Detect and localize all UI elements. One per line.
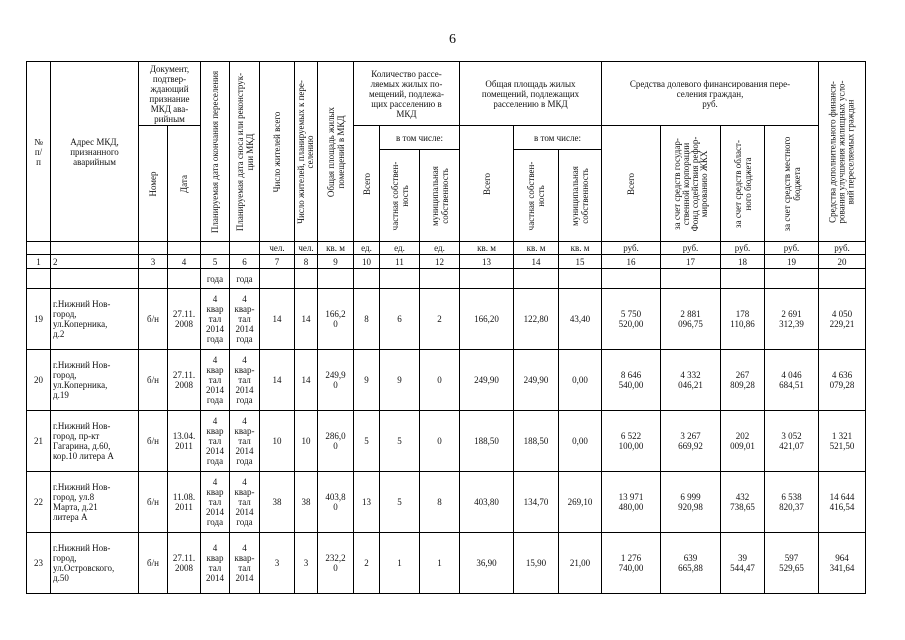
cell-col18: руб. <box>721 242 765 255</box>
cell-col8: 8 <box>295 255 318 269</box>
cell-col4: 27.11. 2008 <box>168 533 201 594</box>
cell-col15: 0,00 <box>559 411 602 472</box>
cell-col19: 4 046 684,51 <box>765 350 819 411</box>
cell-col9: 9 <box>318 255 354 269</box>
cell-col5: 5 <box>201 255 230 269</box>
header-col15-text: муниципальная собственность <box>570 165 590 226</box>
cell-col4: 4 <box>168 255 201 269</box>
cell-col6: 4 квар- тал 2014 <box>230 533 260 594</box>
cell-col9: 286,0 0 <box>318 411 354 472</box>
header-col3-text: Номер <box>148 170 158 197</box>
header-col7 <box>260 62 295 242</box>
cell-col9 <box>318 269 354 289</box>
cell-col19: 597 529,65 <box>765 533 819 594</box>
cell-col18: 18 <box>721 255 765 269</box>
cell-col7: 14 <box>260 289 295 350</box>
cell-col17: 17 <box>661 255 721 269</box>
cell-col4 <box>168 242 201 255</box>
cell-col10: 9 <box>354 350 380 411</box>
cell-col13: 403,80 <box>460 472 514 533</box>
units-row <box>27 242 866 255</box>
cell-col17: 3 267 669,92 <box>661 411 721 472</box>
header-rooms-group <box>354 62 460 126</box>
cell-col15: 43,40 <box>559 289 602 350</box>
header-document-group <box>139 62 201 126</box>
cell-col12 <box>420 269 460 289</box>
header-col19-text: за счет средств местного бюджета <box>781 136 802 231</box>
header-col12 <box>420 150 460 242</box>
header-rooms-sub-text: в том числе: <box>396 132 443 143</box>
header-col13 <box>460 126 514 242</box>
cell-col2: г.Нижний Нов- город, ул.8 Марта, д.21 литера А <box>51 472 139 533</box>
cell-col2: 2 <box>51 255 139 269</box>
header-num-text: № п/ п <box>34 136 43 167</box>
cell-col14 <box>514 269 559 289</box>
cell-col12: 0 <box>420 411 460 472</box>
cell-col18: 39 544,47 <box>721 533 765 594</box>
cell-col4: 11.08. 2011 <box>168 472 201 533</box>
cell-col1: 19 <box>27 289 51 350</box>
cell-col2: г.Нижний Нов- город, ул.Коперника, д.19 <box>51 350 139 411</box>
header-rooms-text: Количество рассе- ляемых жилых по- мещений, подлежа- щих расселению в МКД <box>369 68 444 119</box>
header-col14 <box>514 150 559 242</box>
cell-col16: 16 <box>602 255 661 269</box>
cell-col16: 8 646 540,00 <box>602 350 661 411</box>
header-col16-text: Всего <box>626 172 636 195</box>
cell-col10: 2 <box>354 533 380 594</box>
cell-col17 <box>661 269 721 289</box>
cell-col7: 14 <box>260 350 295 411</box>
cell-col6: 4 квар- тал 2014 года <box>230 350 260 411</box>
cell-col16: 1 276 740,00 <box>602 533 661 594</box>
cell-col12: ед. <box>420 242 460 255</box>
cell-col11: 11 <box>380 255 420 269</box>
cell-col18 <box>721 269 765 289</box>
cell-col15: 21,00 <box>559 533 602 594</box>
cell-col3: б/н <box>139 289 168 350</box>
cell-col10: 5 <box>354 411 380 472</box>
header-col14-text: частная собствен- ность <box>526 161 546 230</box>
table-row <box>27 533 866 594</box>
cell-col16 <box>602 269 661 289</box>
cell-col5: 4 квар тал 2014 года <box>201 472 230 533</box>
cell-col3 <box>139 242 168 255</box>
header-col10 <box>354 126 380 242</box>
cell-col11: 6 <box>380 289 420 350</box>
header-num <box>27 62 51 242</box>
cell-col12: 12 <box>420 255 460 269</box>
header-col17 <box>661 126 721 242</box>
cell-col20: 964 341,64 <box>819 533 866 594</box>
cell-col4: 13.04. 2011 <box>168 411 201 472</box>
header-rooms-sub <box>380 126 460 150</box>
cell-col14: кв. м <box>514 242 559 255</box>
cell-col13: 166,20 <box>460 289 514 350</box>
header-area-group <box>460 62 602 126</box>
cell-col9: 403,8 0 <box>318 472 354 533</box>
header-col7-text: Число жителей всего <box>272 111 282 192</box>
header-col6 <box>230 62 260 242</box>
cell-col15: 269,10 <box>559 472 602 533</box>
header-finance-group <box>602 62 819 126</box>
cell-col14: 249,90 <box>514 350 559 411</box>
header-col11 <box>380 150 420 242</box>
cell-col19: 19 <box>765 255 819 269</box>
cell-col7: 38 <box>260 472 295 533</box>
header-col5-text: Планируемая дата окончания переселения <box>210 70 220 233</box>
cell-col2 <box>51 269 139 289</box>
cell-col10: ед. <box>354 242 380 255</box>
cell-col11: 9 <box>380 350 420 411</box>
header-finance-text: Средства долевого финансирования пере- селения граждан, руб. <box>629 78 791 109</box>
cell-col1: 22 <box>27 472 51 533</box>
header-col9 <box>318 62 354 242</box>
cell-col15: 0,00 <box>559 350 602 411</box>
cell-col19: 6 538 820,37 <box>765 472 819 533</box>
cell-col10 <box>354 269 380 289</box>
cell-col14: 15,90 <box>514 533 559 594</box>
header-col4-text: Дата <box>179 174 189 193</box>
cell-col8: чел. <box>295 242 318 255</box>
cell-col11 <box>380 269 420 289</box>
header-document-text: Документ, подтвер- ждающий признание МКД ава- рийным <box>149 63 190 124</box>
cell-col4 <box>168 269 201 289</box>
cell-col16: 6 522 100,00 <box>602 411 661 472</box>
header-col16 <box>602 126 661 242</box>
cell-col6: 6 <box>230 255 260 269</box>
cell-col1: 23 <box>27 533 51 594</box>
cell-col8: 14 <box>295 350 318 411</box>
cell-col13: 36,90 <box>460 533 514 594</box>
column-numbers-group <box>27 255 866 269</box>
cell-col18: 432 738,65 <box>721 472 765 533</box>
cell-col6 <box>230 242 260 255</box>
cell-col15 <box>559 269 602 289</box>
header-col11-text: частная собствен- ность <box>389 161 410 230</box>
resettlement-table <box>26 61 866 594</box>
cell-col14: 134,70 <box>514 472 559 533</box>
header-col3 <box>139 126 168 242</box>
cell-col12: 0 <box>420 350 460 411</box>
cell-col2 <box>51 242 139 255</box>
header-col5 <box>201 62 230 242</box>
cell-col16: 5 750 520,00 <box>602 289 661 350</box>
carry-over-group <box>27 269 866 289</box>
cell-col2: г.Нижний Нов- город, пр-кт Гагарина, д.60, кор.10 литера А <box>51 411 139 472</box>
cell-col18: 202 009,01 <box>721 411 765 472</box>
cell-col3: б/н <box>139 533 168 594</box>
cell-col5: года <box>201 269 230 289</box>
header-col20 <box>819 62 866 242</box>
header-address-text: Адрес МКД, признанного аварийным <box>70 136 119 167</box>
cell-col3: б/н <box>139 350 168 411</box>
cell-col12: 1 <box>420 533 460 594</box>
cell-col20: руб. <box>819 242 866 255</box>
cell-col9: 249,9 0 <box>318 350 354 411</box>
cell-col20: 4 050 229,21 <box>819 289 866 350</box>
cell-col9: 232,2 0 <box>318 533 354 594</box>
cell-col13: кв. м <box>460 242 514 255</box>
cell-col2: г.Нижний Нов- город, ул.Коперника, д.2 <box>51 289 139 350</box>
cell-col19 <box>765 269 819 289</box>
cell-col14: 14 <box>514 255 559 269</box>
header-col12-text: муниципальная собственность <box>429 165 450 226</box>
header-col4 <box>168 126 201 242</box>
cell-col16: руб. <box>602 242 661 255</box>
page-number: 6 <box>449 32 456 47</box>
header-col6-text: Планируемая дата сноса или реконструк- ции МКД <box>234 72 255 231</box>
cell-col17: руб. <box>661 242 721 255</box>
cell-col3 <box>139 269 168 289</box>
cell-col4: 27.11. 2008 <box>168 289 201 350</box>
header-area-sub-text: в том числе: <box>534 132 581 143</box>
cell-col13: 13 <box>460 255 514 269</box>
cell-col8: 14 <box>295 289 318 350</box>
column-numbers-row <box>27 255 866 269</box>
cell-col11: 5 <box>380 411 420 472</box>
cell-col7: 10 <box>260 411 295 472</box>
cell-col14: 122,80 <box>514 289 559 350</box>
cell-col5: 4 квар тал 2014 года <box>201 289 230 350</box>
header-col15 <box>559 150 602 242</box>
cell-col4: 27.11. 2008 <box>168 350 201 411</box>
data-rows-group <box>27 289 866 594</box>
cell-col5: 4 квар тал 2014 года <box>201 411 230 472</box>
units-row-group <box>27 242 866 255</box>
cell-col17: 639 665,88 <box>661 533 721 594</box>
cell-col8: 3 <box>295 533 318 594</box>
cell-col3: 3 <box>139 255 168 269</box>
cell-col13: 188,50 <box>460 411 514 472</box>
cell-col18: 267 809,28 <box>721 350 765 411</box>
cell-col7: 3 <box>260 533 295 594</box>
cell-col7 <box>260 269 295 289</box>
cell-col20: 20 <box>819 255 866 269</box>
header-area-sub <box>514 126 602 150</box>
table-row <box>27 350 866 411</box>
cell-col20: 14 644 416,54 <box>819 472 866 533</box>
cell-col3: б/н <box>139 472 168 533</box>
cell-col20: 1 321 521,50 <box>819 411 866 472</box>
cell-col16: 13 971 480,00 <box>602 472 661 533</box>
table-row <box>27 411 866 472</box>
cell-col1 <box>27 242 51 255</box>
header-area-text: Общая площадь жилых помещений, подлежащих расселению в МКД <box>481 78 580 109</box>
table-row <box>27 289 866 350</box>
table-row <box>27 472 866 533</box>
cell-col12: 8 <box>420 472 460 533</box>
cell-col6: года <box>230 269 260 289</box>
cell-col13 <box>460 269 514 289</box>
cell-col12: 2 <box>420 289 460 350</box>
header-col8 <box>295 62 318 242</box>
cell-col1: 1 <box>27 255 51 269</box>
cell-col1: 20 <box>27 350 51 411</box>
cell-col5: 4 квар тал 2014 года <box>201 350 230 411</box>
header-col9-text: Общая площадь жилых помещений в МКД <box>325 106 346 197</box>
cell-col5 <box>201 242 230 255</box>
header-col17-text: за счет средств государ- ственной корпорации Фонд содействия рефор- мированию ЖКХ <box>671 136 709 231</box>
header-col18 <box>721 126 765 242</box>
cell-col17: 6 999 920,98 <box>661 472 721 533</box>
cell-col15: кв. м <box>559 242 602 255</box>
header-address <box>51 62 139 242</box>
cell-col17: 4 332 046,21 <box>661 350 721 411</box>
cell-col17: 2 881 096,75 <box>661 289 721 350</box>
cell-col8 <box>295 269 318 289</box>
header-col10-text: Всего <box>361 172 372 195</box>
cell-col18: 178 110,86 <box>721 289 765 350</box>
cell-col20: 4 636 079,28 <box>819 350 866 411</box>
cell-col6: 4 квар- тал 2014 года <box>230 289 260 350</box>
cell-col3: б/н <box>139 411 168 472</box>
header-col13-text: Всего <box>481 172 492 195</box>
cell-col13: 249,90 <box>460 350 514 411</box>
header-col18-text: за счет средств област- ного бюджета <box>732 139 753 228</box>
cell-col10: 8 <box>354 289 380 350</box>
cell-col6: 4 квар- тал 2014 года <box>230 472 260 533</box>
cell-col11: 5 <box>380 472 420 533</box>
cell-col19: 2 691 312,39 <box>765 289 819 350</box>
carry-over-row <box>27 269 866 289</box>
cell-col19: руб. <box>765 242 819 255</box>
header-col20-text: Средства дополнительного финанси- рования улучшения жилищных усло- вий переселяемых граждан <box>827 79 856 224</box>
cell-col1: 21 <box>27 411 51 472</box>
cell-col8: 10 <box>295 411 318 472</box>
cell-col7: 7 <box>260 255 295 269</box>
cell-col9: 166,2 0 <box>318 289 354 350</box>
cell-col8: 38 <box>295 472 318 533</box>
cell-col11: ед. <box>380 242 420 255</box>
cell-col7: чел. <box>260 242 295 255</box>
cell-col2: г.Нижний Нов- город, ул.Островского, д.50 <box>51 533 139 594</box>
cell-col6: 4 квар- тал 2014 года <box>230 411 260 472</box>
cell-col15: 15 <box>559 255 602 269</box>
cell-col9: кв. м <box>318 242 354 255</box>
header-col8-text: Число жителей, планируемых к пере- селению <box>296 79 315 224</box>
header-col19 <box>765 126 819 242</box>
cell-col14: 188,50 <box>514 411 559 472</box>
cell-col1 <box>27 269 51 289</box>
cell-col5: 4 квар тал 2014 <box>201 533 230 594</box>
cell-col20 <box>819 269 866 289</box>
cell-col10: 13 <box>354 472 380 533</box>
cell-col11: 1 <box>380 533 420 594</box>
cell-col10: 10 <box>354 255 380 269</box>
cell-col19: 3 052 421,07 <box>765 411 819 472</box>
